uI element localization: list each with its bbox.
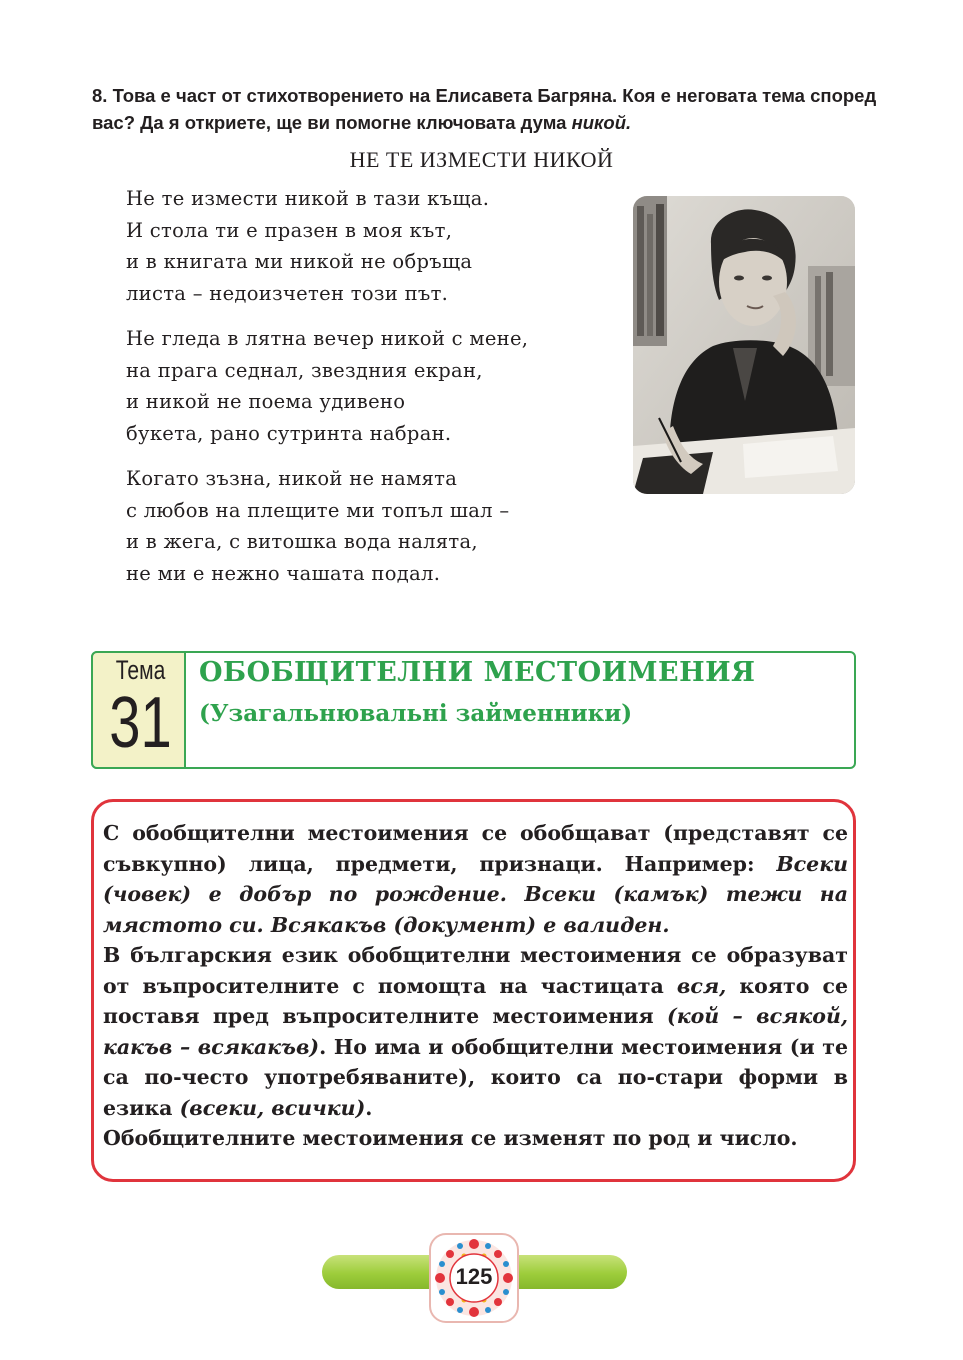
task-keyword: никой. [571,112,632,133]
task-question [92,82,882,136]
poem-line: на прага седнал, звездния екран, [126,358,483,382]
rule-example: Всеки (човек) е добър по рождение. Всеки (камък) тежи на мястото си. Всякакъв (документ) е валиден. [103,851,848,937]
poem-line: и в жега, с витошка вода налята, [126,530,478,553]
poem-body [126,183,528,603]
portrait-image [633,196,855,494]
rule-formation-text: В българския език обобщителни местоимения се образуват от въпросителните с помощта на частицата [103,943,848,998]
rule-examples: (кой – всякой, какъв – всякакъв) [103,1004,848,1059]
rule-paragraph-2 [103,940,848,1123]
poem-stanza-2 [126,323,528,449]
poem-line: И стола ти е празен в моя кът, [126,218,453,242]
rule-formation-text: . [365,1095,373,1120]
author-portrait [633,196,855,494]
poem-title: НЕ ТЕ ИЗМЕСТИ НИКОЙ [349,147,614,172]
task-lead-text: 8. Това е част от стихотворението на Елисавета Багряна. Коя е неговата тема според вас? Да я откриете, ще ви помогне ключовата дума [92,85,877,133]
topic-subtitle: (Узагальнювальні займенники) [199,700,633,727]
poem-stanza-3 [126,463,528,589]
rule-formation-text: . Но има и обобщителни местоимения (и те са по-често употребяваните), които са по-стари форми в езика [103,1034,848,1120]
topic-number-tab [91,651,186,769]
poem-line: и в книгата ми никой не обръща [126,250,473,273]
topic-label: Тема [115,655,166,685]
poem-line: и никой не поема удивено [126,390,406,413]
page-number: 125 [455,1264,493,1289]
rule-particle: вся, [676,973,727,998]
topic-number: 31 [109,683,172,763]
poem-stanza-1 [126,183,528,309]
rule-paragraph-3: Обобщителните местоимения се изменят по род и число. [103,1126,798,1150]
topic-title: ОБОБЩИТЕЛНИ МЕСТОИМЕНИЯ [199,657,756,688]
poem-line: Когато зъзна, никой не намята [126,467,458,490]
poem-line: не ми е нежно чашата подал. [126,561,441,585]
poem-line: с любов на плещите ми топъл шал – [126,498,510,522]
poem-line: Не те измести никой в тази къща. [126,187,490,210]
rule-examples: (всеки, всички) [179,1095,366,1120]
rule-definition: С обобщителни местоимения се обобщават (представят се съвкупно) лица, предмети, признаци. Например: [103,821,848,876]
rule-formation-text: която се поставя пред въпросителните местоимения [103,973,848,1028]
poem-line: листа – недоизчетен този път. [126,281,449,305]
poem-line: букета, рано сутринта набран. [126,421,452,445]
poem-line: Не гледа в лятна вечер никой с мене, [126,327,529,350]
rule-paragraph-1 [103,818,848,940]
rule-text [103,818,848,1154]
